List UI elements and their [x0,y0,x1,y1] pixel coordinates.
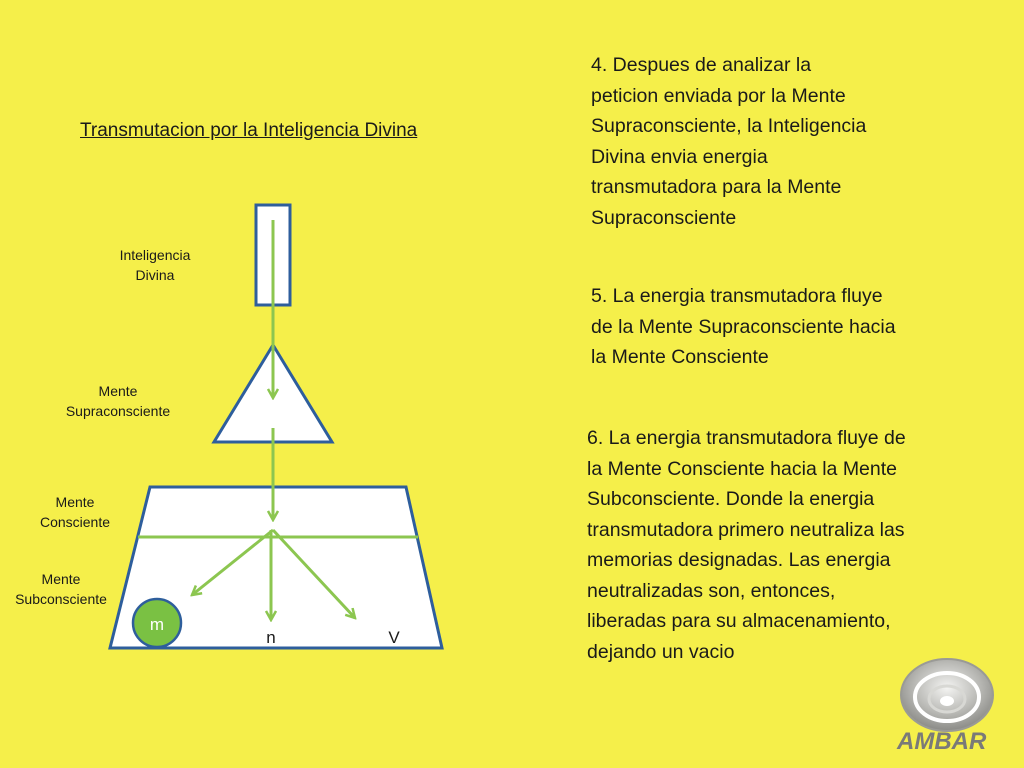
paragraph-line: 5. La energia transmutadora fluye [591,285,883,307]
paragraph-5 [591,281,896,373]
label-line: Subconsciente [15,591,107,607]
paragraph-line: Divina envia energia [591,145,768,168]
letter-n: n [266,628,276,647]
paragraph-line: Supraconsciente, la Inteligencia [591,115,867,137]
paragraph-line: 4. Despues de analizar la [591,54,812,76]
paragraph-6 [587,423,906,667]
paragraph-line: la Mente Consciente hacia la Mente [587,457,898,480]
paragraph-line: de la Mente Supraconsciente hacia [591,315,896,338]
label-line: Mente [41,571,81,587]
page-title: Transmutacion por la Inteligencia Divina [80,120,418,141]
paragraph-line: neutralizadas son, entonces, [587,579,836,602]
paragraph-line: transmutadora para la Mente [591,176,842,198]
letter-m: m [149,615,165,634]
paragraph-line: memorias designadas. Las energia [587,549,891,571]
label-line: Mente [98,383,138,399]
paragraph-line: Subconsciente. Donde la energia [587,488,875,510]
label-line: Inteligencia [119,247,191,263]
label-line: Consciente [39,514,111,530]
paragraph-4 [591,50,866,233]
label-line: Supraconsciente [65,403,171,419]
paragraph-line: dejando un vacio [587,640,735,663]
paragraph-line: la Mente Consciente [591,346,769,368]
letter-v: V [388,628,400,647]
paragraph-line: Supraconsciente [591,206,737,229]
paragraph-line: transmutadora primero neutraliza las [587,518,905,541]
paragraph-line: 6. La energia transmutadora fluye de [587,427,906,449]
label-line: Divina [135,267,175,283]
ambar-logo-text: AMBAR [897,728,987,755]
label-line: Mente [55,494,95,510]
paragraph-line: liberadas para su almacenamiento, [587,610,891,632]
paragraph-line: peticion enviada por la Mente [591,84,846,107]
